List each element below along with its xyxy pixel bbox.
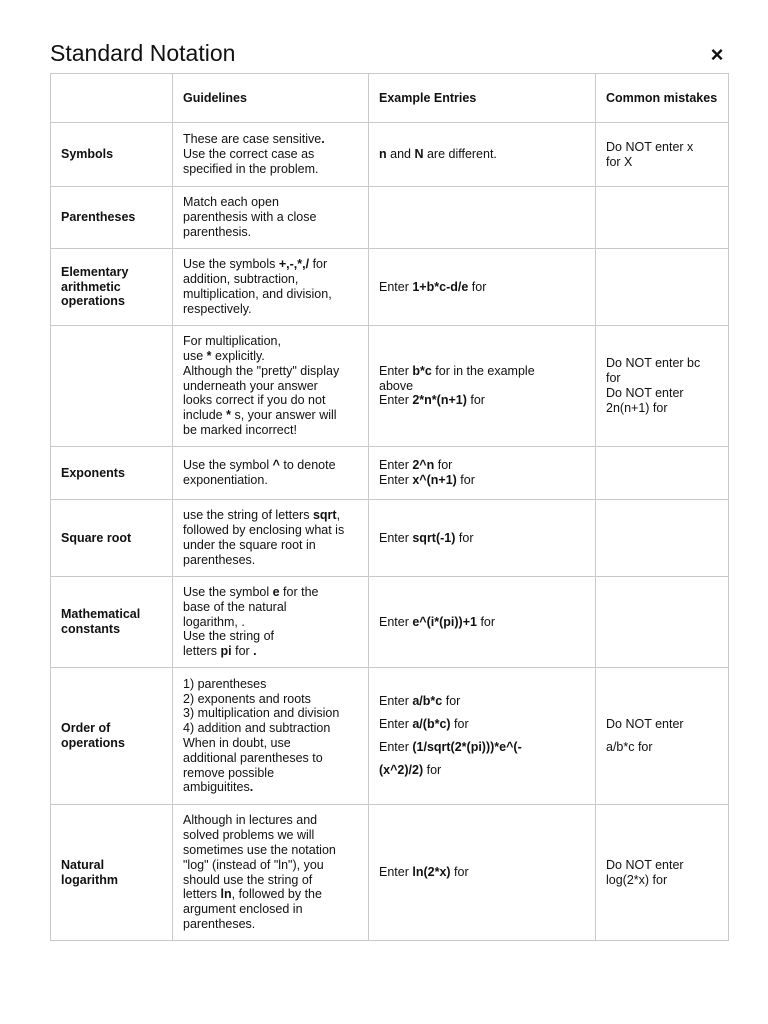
- text: parentheses.: [183, 552, 256, 567]
- mistake-line: [606, 356, 718, 371]
- table-row: [51, 500, 729, 577]
- bold-text: .: [253, 644, 257, 659]
- text: When in doubt, use: [183, 736, 291, 750]
- guideline-line: [183, 706, 358, 721]
- text: for: [231, 644, 254, 659]
- bold-text: (1/sqrt(2*(pi)))*e^(-: [412, 740, 522, 754]
- example-cell: [369, 668, 596, 805]
- row-label-line: constants: [61, 622, 121, 636]
- text: for: [455, 530, 474, 545]
- text: Enter: [379, 530, 413, 545]
- text: parenthesis.: [183, 224, 252, 239]
- text: Enter: [379, 740, 413, 754]
- mistakes-cell: [596, 805, 729, 941]
- example-line: [379, 393, 585, 408]
- text: Enter: [379, 614, 413, 629]
- mistakes-cell: [596, 668, 729, 805]
- bold-text: .: [321, 132, 325, 147]
- text: followed by enclosing what is: [183, 523, 345, 538]
- example-line: [379, 364, 585, 379]
- mistake-line: [606, 717, 718, 732]
- guideline-line: [183, 887, 358, 902]
- text: exponentiation.: [183, 473, 268, 487]
- text: for: [468, 279, 487, 294]
- text: 2n(n+1) for: [606, 400, 668, 415]
- bold-text: 2^n: [412, 458, 435, 473]
- text: for: [442, 694, 461, 709]
- guideline-line: [183, 813, 358, 828]
- text: for: [309, 257, 328, 272]
- row-label-line: Elementary: [61, 264, 129, 279]
- text: 2) exponents and roots: [183, 691, 311, 706]
- example-line: [379, 280, 585, 295]
- text: s, your answer will: [230, 408, 337, 423]
- example-line: [379, 379, 585, 394]
- guideline-line: [183, 210, 358, 225]
- guideline-line: [183, 873, 358, 888]
- header-guidelines: Guidelines: [173, 74, 369, 123]
- guideline-line: [183, 644, 358, 659]
- guidelines-cell: [173, 249, 369, 326]
- guideline-line: [183, 257, 358, 272]
- row-label: [51, 326, 173, 447]
- guideline-line: [183, 766, 358, 781]
- bold-text: e^(i*(pi))+1: [412, 614, 477, 629]
- guideline-line: [183, 523, 358, 538]
- row-label: Square root: [51, 500, 173, 577]
- row-label: Symbols: [51, 123, 173, 187]
- example-line: [379, 740, 585, 755]
- row-label-line: Mathematical: [61, 607, 141, 622]
- guideline-line: [183, 751, 358, 766]
- guidelines-cell: [173, 187, 369, 249]
- text: Enter: [379, 393, 413, 408]
- guideline-line: [183, 458, 358, 473]
- guideline-line: [183, 677, 358, 692]
- text: respectively.: [183, 301, 252, 316]
- table-row: [51, 249, 729, 326]
- mistakes-cell: [596, 187, 729, 249]
- row-label-line: Natural: [61, 857, 105, 872]
- text: ,: [336, 508, 341, 523]
- text: letters: [183, 644, 221, 659]
- header-empty: [51, 74, 173, 123]
- example-line: [379, 147, 585, 162]
- mistake-line: [606, 401, 718, 416]
- bold-text: a/(b*c): [412, 717, 451, 732]
- header-common-mistakes: Common mistakes: [596, 74, 729, 123]
- text: for: [606, 371, 621, 386]
- guideline-line: [183, 379, 358, 394]
- text: logarithm, .: [183, 614, 245, 629]
- guideline-line: [183, 334, 358, 349]
- mistakes-cell: [596, 577, 729, 668]
- text: letters: [183, 887, 221, 902]
- text: for: [450, 717, 469, 732]
- text: Enter: [379, 363, 413, 378]
- example-cell: [369, 249, 596, 326]
- guidelines-cell: [173, 577, 369, 668]
- text: and: [386, 147, 415, 162]
- example-cell: [369, 187, 596, 249]
- text: remove possible: [183, 765, 275, 780]
- bold-text: ln(2*x): [412, 865, 451, 880]
- text: under the square root in: [183, 538, 316, 552]
- text: underneath your answer: [183, 378, 318, 393]
- row-label: Exponents: [51, 447, 173, 500]
- text: base of the natural: [183, 599, 287, 614]
- row-label-line: operations: [61, 294, 125, 309]
- guideline-line: [183, 162, 358, 177]
- row-label: [51, 805, 173, 941]
- page-title: Standard Notation: [50, 40, 236, 66]
- guideline-line: [183, 902, 358, 917]
- text: use: [183, 349, 207, 363]
- bold-text: (x^2)/2): [379, 762, 424, 777]
- example-line: [379, 458, 585, 473]
- guideline-line: [183, 132, 358, 147]
- mistake-line: [606, 858, 718, 873]
- mistake-line: [606, 873, 718, 888]
- text: Enter: [379, 458, 413, 473]
- text: Although in lectures and: [183, 813, 318, 828]
- text: Use the symbol: [183, 458, 273, 473]
- guideline-line: [183, 147, 358, 162]
- text: "log" (instead of "ln"), you: [183, 857, 324, 872]
- example-line: [379, 694, 585, 709]
- example-line: [379, 531, 585, 546]
- text: Enter: [379, 279, 413, 294]
- text: Use the symbols: [183, 257, 279, 272]
- text: 3) multiplication and division: [183, 706, 340, 721]
- bold-text: 2*n*(n+1): [412, 393, 467, 408]
- bold-text: sqrt(-1): [412, 530, 456, 545]
- text: for X: [606, 154, 633, 169]
- guideline-line: [183, 615, 358, 630]
- mistake-line: [606, 386, 718, 401]
- text: For multiplication,: [183, 334, 281, 349]
- guidelines-cell: [173, 805, 369, 941]
- example-line: [379, 717, 585, 732]
- guideline-line: [183, 272, 358, 287]
- text: Enter: [379, 473, 413, 487]
- close-icon[interactable]: ×: [710, 42, 724, 67]
- guidelines-cell: [173, 326, 369, 447]
- text: for: [476, 614, 496, 629]
- text: specified in the problem.: [183, 161, 319, 176]
- mistakes-cell: [596, 500, 729, 577]
- example-cell: [369, 123, 596, 187]
- text: These are case sensitive: [183, 132, 322, 147]
- guideline-line: [183, 408, 358, 423]
- guideline-line: [183, 585, 358, 600]
- text: for: [450, 865, 469, 880]
- bold-text: .: [249, 780, 254, 795]
- row-label-line: Order of: [61, 721, 111, 736]
- text: for: [466, 393, 485, 408]
- guideline-line: [183, 780, 358, 795]
- text: Do NOT enter x: [606, 139, 694, 154]
- text: Enter: [379, 865, 413, 880]
- example-cell: [369, 577, 596, 668]
- text: for: [434, 458, 453, 473]
- text: Do NOT enter bc: [606, 356, 701, 371]
- bold-text: pi: [220, 644, 232, 659]
- text: Use the correct case as: [183, 147, 315, 162]
- mistakes-cell: [596, 326, 729, 447]
- bold-text: *: [226, 408, 231, 423]
- text: above: [379, 378, 414, 393]
- guideline-line: [183, 736, 358, 751]
- bold-text: +,-,*,/: [278, 257, 310, 272]
- notation-table: [50, 73, 729, 941]
- text: be marked incorrect!: [183, 422, 297, 437]
- example-cell: [369, 326, 596, 447]
- text: Use the string of: [183, 629, 275, 644]
- row-label: [51, 249, 173, 326]
- guideline-line: [183, 721, 358, 736]
- text: parentheses.: [183, 916, 256, 931]
- example-line: [379, 865, 585, 880]
- text: a/b*c for: [606, 740, 653, 754]
- text: for: [423, 762, 442, 777]
- bold-text: x^(n+1): [412, 473, 457, 487]
- text: 1) parentheses: [183, 676, 267, 691]
- table-row: [51, 668, 729, 805]
- mistakes-cell: [596, 123, 729, 187]
- bold-text: ^: [272, 458, 280, 473]
- mistake-line: [606, 140, 718, 155]
- text: Match each open: [183, 195, 279, 210]
- text: to denote: [279, 458, 336, 473]
- table-row: [51, 447, 729, 500]
- guideline-line: [183, 473, 358, 488]
- table-row: [51, 326, 729, 447]
- table-header-row: [51, 74, 729, 123]
- text: Do NOT enter: [606, 857, 684, 872]
- table-row: [51, 187, 729, 249]
- example-cell: [369, 447, 596, 500]
- text: Although the "pretty" display: [183, 363, 340, 378]
- text: parenthesis with a close: [183, 210, 317, 225]
- bold-text: a/b*c: [412, 694, 443, 709]
- example-line: [379, 763, 585, 778]
- guideline-line: [183, 393, 358, 408]
- row-label: [51, 577, 173, 668]
- header-example-entries: Example Entries: [369, 74, 596, 123]
- text: additional parentheses to: [183, 750, 323, 765]
- text: Enter: [379, 694, 413, 709]
- table-row: [51, 123, 729, 187]
- bold-text: *: [206, 349, 212, 363]
- guideline-line: [183, 195, 358, 210]
- text: for the: [279, 585, 319, 599]
- text: for: [456, 473, 475, 487]
- row-label: [51, 668, 173, 805]
- example-line: [379, 473, 585, 488]
- guideline-line: [183, 917, 358, 932]
- text: 4) addition and subtraction: [183, 721, 331, 736]
- guidelines-cell: [173, 447, 369, 500]
- row-label-line: operations: [61, 736, 125, 750]
- row-label-line: logarithm: [61, 872, 118, 887]
- text: ambiguitites: [183, 780, 250, 795]
- mistakes-cell: [596, 249, 729, 326]
- guideline-line: [183, 538, 358, 553]
- row-label: Parentheses: [51, 187, 173, 249]
- guideline-line: [183, 553, 358, 568]
- guidelines-cell: [173, 123, 369, 187]
- guideline-line: [183, 349, 358, 364]
- mistake-line: [606, 155, 718, 170]
- guideline-line: [183, 287, 358, 302]
- text: addition, subtraction,: [183, 272, 299, 287]
- bold-text: ln: [220, 887, 232, 902]
- text: solved problems we will: [183, 828, 315, 843]
- text: use the string of letters: [183, 508, 313, 523]
- text: for in the example: [431, 363, 535, 378]
- guideline-line: [183, 828, 358, 843]
- bold-text: N: [414, 147, 424, 162]
- mistake-line: [606, 371, 718, 386]
- guideline-line: [183, 600, 358, 615]
- text: log(2*x) for: [606, 872, 668, 887]
- text: explicitly.: [211, 349, 265, 363]
- bold-text: 1+b*c-d/e: [412, 279, 469, 294]
- guideline-line: [183, 364, 358, 379]
- table-row: [51, 805, 729, 941]
- mistake-line: [606, 740, 718, 755]
- example-cell: [369, 500, 596, 577]
- text: should use the string of: [183, 872, 313, 887]
- guideline-line: [183, 508, 358, 523]
- guideline-line: [183, 423, 358, 438]
- example-cell: [369, 805, 596, 941]
- text: include: [183, 408, 227, 423]
- guideline-line: [183, 629, 358, 644]
- bold-text: sqrt: [312, 508, 337, 523]
- table-body: [51, 123, 729, 941]
- text: Do NOT enter: [606, 717, 684, 732]
- text: , followed by the: [231, 887, 322, 902]
- bold-text: n: [379, 147, 387, 162]
- guideline-line: [183, 858, 358, 873]
- example-line: [379, 615, 585, 630]
- text: sometimes use the notation: [183, 842, 336, 857]
- bold-text: b*c: [412, 363, 432, 378]
- text: Enter: [379, 717, 413, 732]
- row-label-line: arithmetic: [61, 279, 121, 294]
- text: looks correct if you do not: [183, 393, 326, 408]
- mistakes-cell: [596, 447, 729, 500]
- guidelines-cell: [173, 668, 369, 805]
- guideline-line: [183, 225, 358, 240]
- table-row: [51, 577, 729, 668]
- guidelines-cell: [173, 500, 369, 577]
- guideline-line: [183, 843, 358, 858]
- guideline-line: [183, 302, 358, 317]
- text: argument enclosed in: [183, 902, 303, 917]
- bold-text: e: [272, 585, 280, 599]
- text: Do NOT enter: [606, 386, 684, 400]
- text: Use the symbol: [183, 585, 273, 599]
- text: are different.: [423, 147, 497, 162]
- guideline-line: [183, 692, 358, 707]
- text: multiplication, and division,: [183, 287, 332, 301]
